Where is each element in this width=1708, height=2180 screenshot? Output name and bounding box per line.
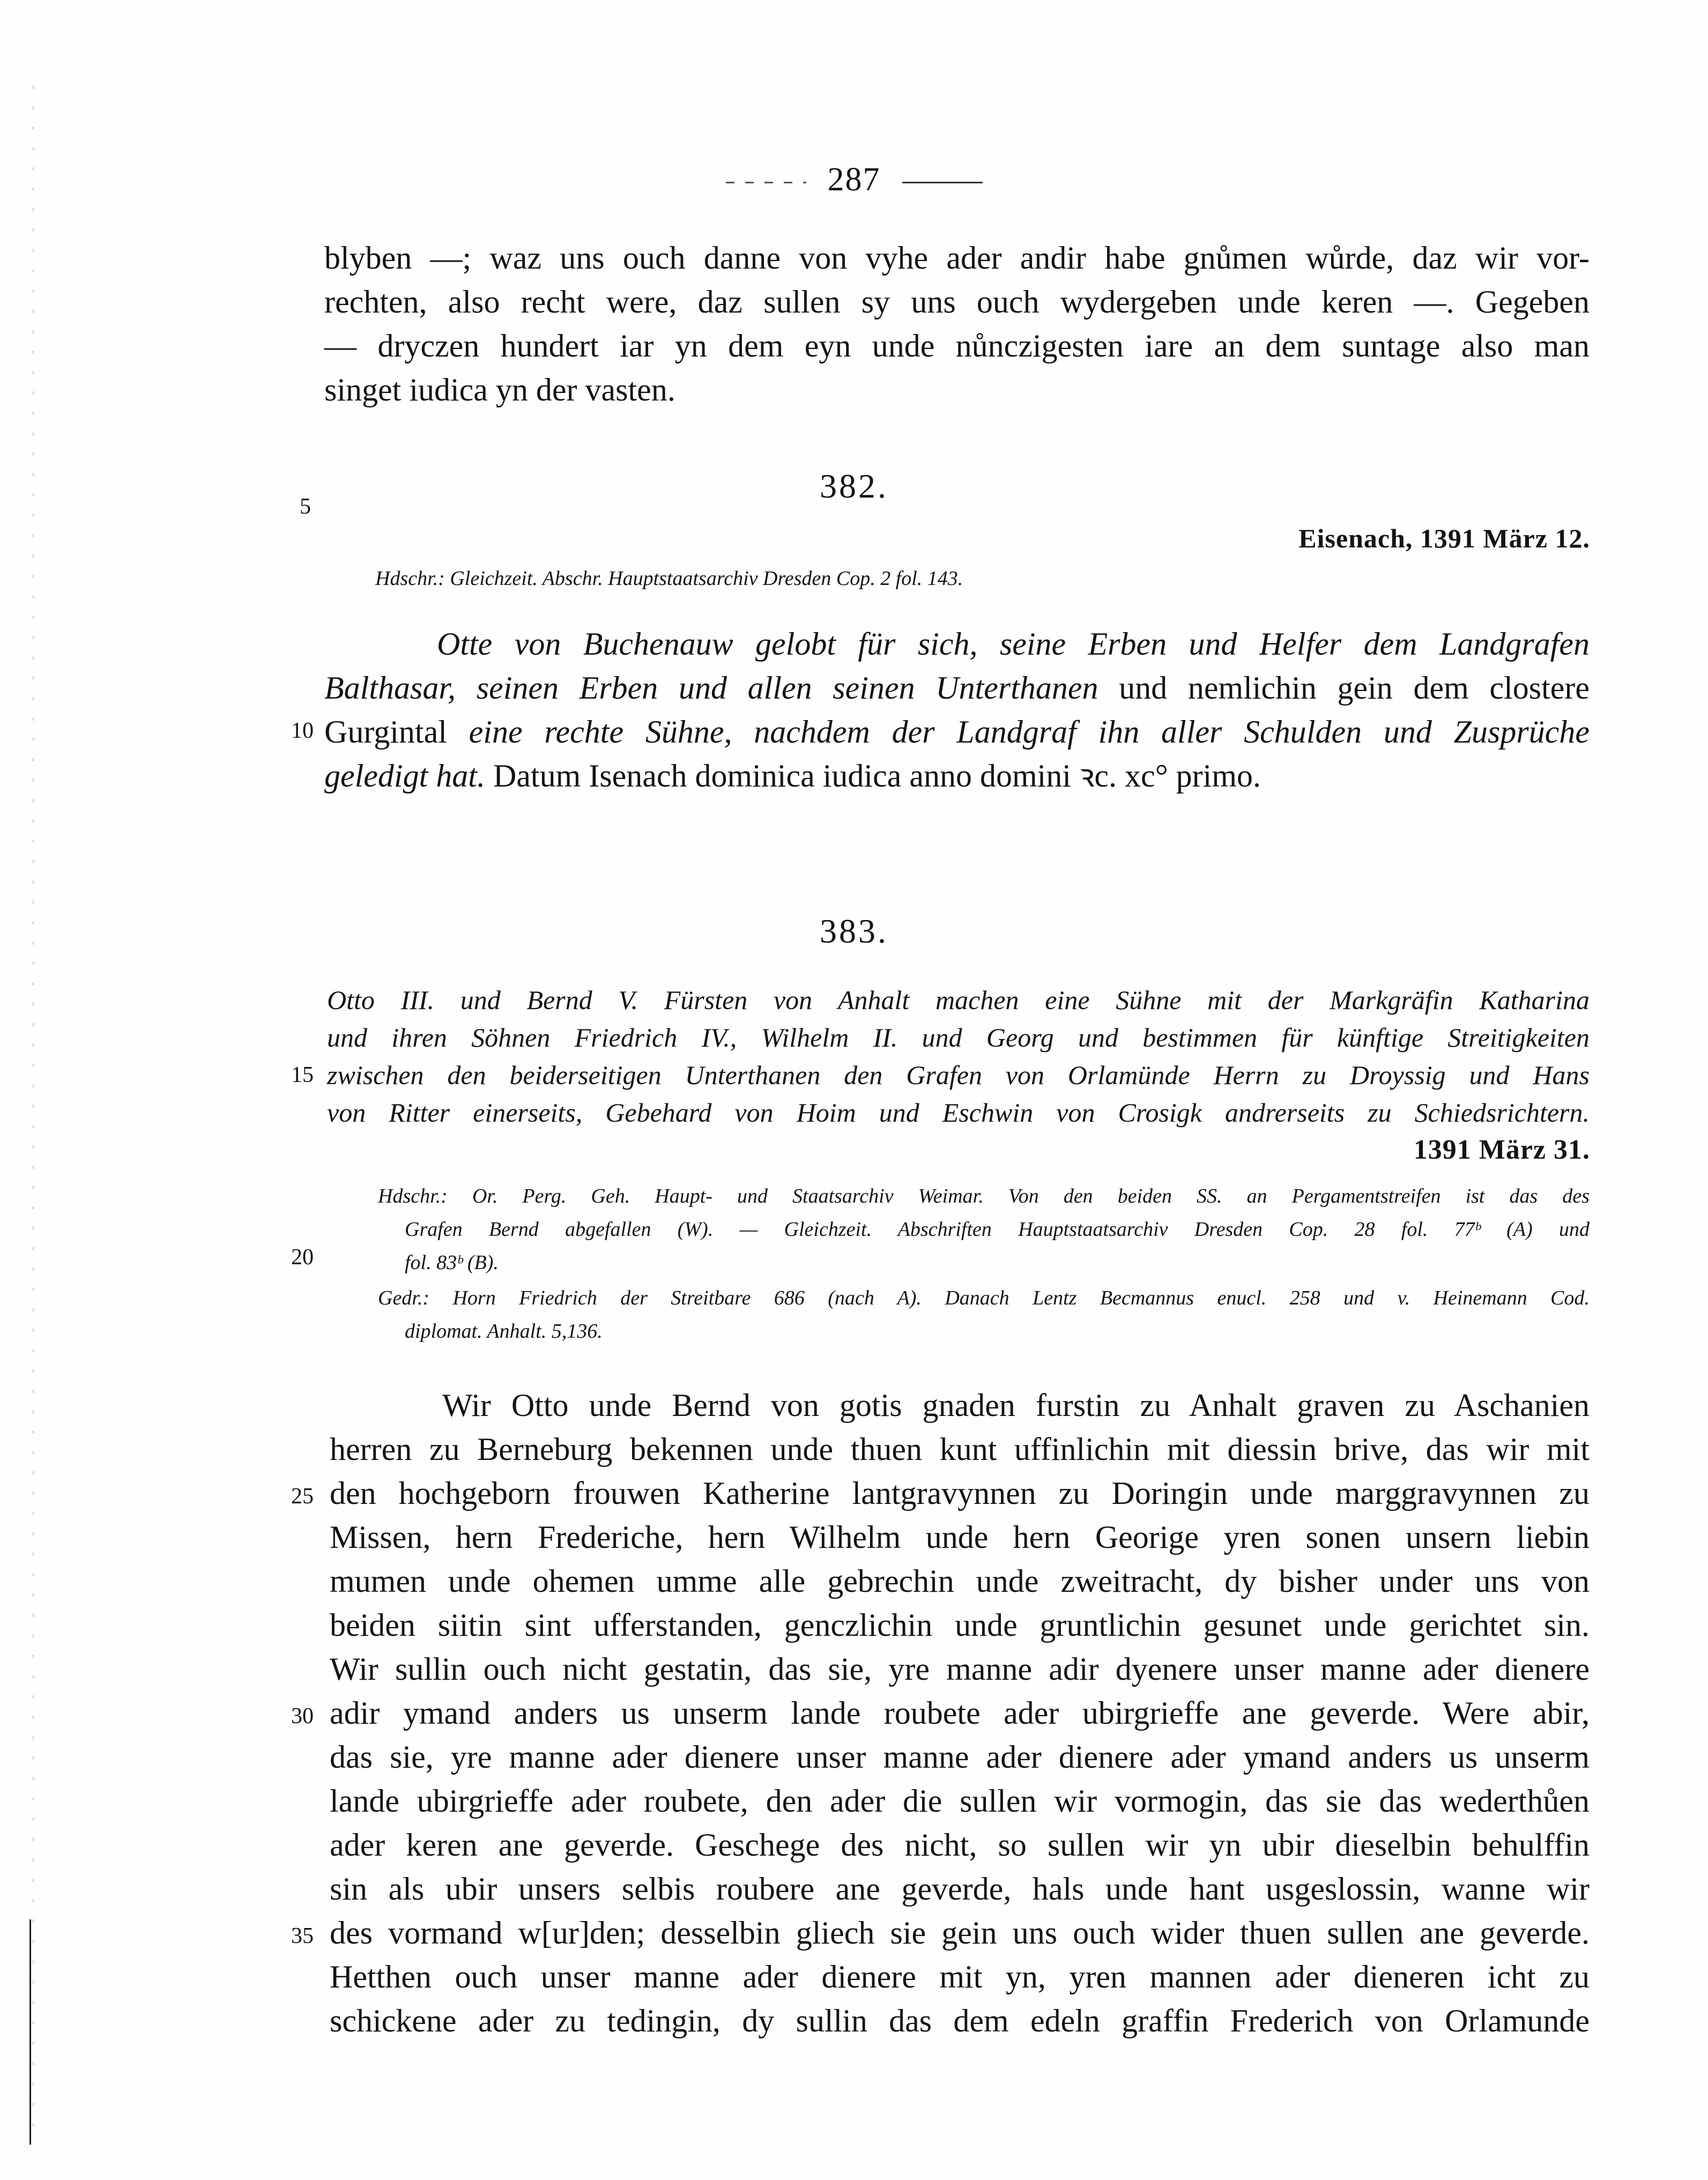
source-line: Gedr.: Horn Friedrich der Streitbare 686 (nach A). Danach Lentz Becmannus enucl. 258 und v. Heinemann Cod. [378,1287,1590,1309]
head-rule-right [902,182,983,183]
scan-edge-marks [32,86,34,2134]
text-line: Gurgintal eine rechte Sühne, nachdem der Landgraf ihn aller Schulden und Zusprüche [324,714,1590,750]
source-line: Hdschr.: Or. Perg. Geh. Haupt- und Staatsarchiv Weimar. Von den beiden SS. an Pergamentstreifen ist das des [378,1185,1590,1207]
page-number: 287 [827,161,881,198]
scan-edge-rule [29,1919,31,2145]
regest-line: zwischen den beiderseitigen Unterthanen den Grafen von Orlamünde Herrn zu Droyssig und Hans [327,1060,1590,1090]
line-number: 35 [291,1924,314,1948]
line-number: 15 [291,1063,314,1087]
line-number: 5 [300,494,311,519]
regest-line: Otto III. und Bernd V. Fürsten von Anhalt machen eine Sühne mit der Markgräfin Katharina [327,985,1590,1015]
text-line: geledigt hat. Datum Isenach dominica iudica anno domini ꝛc. xc° primo. [324,758,1261,794]
text-line: singet iudica yn der vasten. [324,372,675,407]
regest-line: und ihren Söhnen Friedrich IV., Wilhelm II. und Georg und bestimmen für künftige Streitigkeiten [327,1022,1590,1052]
text-line: ader keren ane geverde. Geschege des nicht, so sullen wir yn ubir dieselbin behulffin [330,1827,1590,1863]
head-rule-left [726,182,806,183]
document-number: 383. [820,912,888,950]
text-line: Missen, hern Frederiche, hern Wilhelm unde hern Georige yren sonen unsern liebin [330,1519,1590,1555]
line-number: 10 [291,718,314,743]
line-number: 30 [291,1704,314,1729]
text-line: — dryczen hundert iar yn dem eyn unde nůnczigesten iare an dem suntage also man [324,328,1590,364]
text-line: Otte von Buchenauw gelobt für sich, seine Erben und Helfer dem Landgrafen [437,626,1590,662]
document-number: 382. [820,467,888,505]
text-line: beiden siitin sint ufferstanden, genczlichin unde gruntlichin gesunet unde gerichtet sin. [330,1607,1590,1643]
text-line: rechten, also recht were, daz sullen sy uns ouch wydergeben unde keren —. Gegeben [324,284,1590,320]
text-line: blyben —; waz uns ouch danne von vyhe ader andir habe gnůmen wůrde, daz wir vor- [324,240,1590,276]
text-line: sin als ubir unsers selbis roubere ane geverde, hals unde hant usgeslossin, wanne wir [330,1871,1590,1907]
text-line: lande ubirgrieffe ader roubete, den ader die sullen wir vormogin, das sie das wederthůen [330,1783,1590,1819]
source-line: Grafen Bernd abgefallen (W). — Gleichzeit. Abschriften Hauptstaatsarchiv Dresden Cop. 28 fol. 77ᵇ (A) und [405,1218,1590,1241]
regest-line: von Ritter einerseits, Gebehard von Hoim und Eschwin von Crosigk andrerseits zu Schiedsrichtern. [327,1098,1590,1128]
text-line: herren zu Berneburg bekennen unde thuen kunt uffinlichin mit diessin brive, das wir mit [330,1432,1590,1467]
text-line: adir ymand anders us unserm lande roubete ader ubirgrieffe ane geverde. Were abir, [330,1695,1590,1731]
line-number: 20 [291,1245,314,1270]
text-line: schickene ader zu tedingin, dy sullin das dem edeln graffin Frederich von Orlamunde [330,2003,1590,2038]
document-date: 1391 März 31. [1413,1135,1590,1165]
source-line: diplomat. Anhalt. 5,136. [405,1320,603,1343]
place-date: Eisenach, 1391 März 12. [1298,523,1590,553]
text-line: Balthasar, seinen Erben und allen seinen Unterthanen und nemlichin gein dem clostere [324,670,1590,706]
manuscript-source: Hdschr.: Gleichzeit. Abschr. Hauptstaatsarchiv Dresden Cop. 2 fol. 143. [375,567,963,590]
text-line: Wir Otto unde Bernd von gotis gnaden furstin zu Anhalt graven zu Aschanien [442,1388,1590,1423]
text-line: des vormand w[ur]den; desselbin gliech sie gein uns ouch wider thuen sullen ane geverde. [330,1915,1590,1951]
text-line: mumen unde ohemen umme alle gebrechin unde zweitracht, dy bisher under uns von [330,1563,1590,1599]
text-line: den hochgeborn frouwen Katherine lantgravynnen zu Doringin unde marggravynnen zu [330,1475,1590,1511]
text-line: das sie, yre manne ader dienere unser manne ader dienere ader ymand anders us unserm [330,1739,1590,1775]
text-line: Hetthen ouch unser manne ader dienere mit yn, yren mannen ader dieneren icht zu [330,1959,1590,1994]
line-number: 25 [291,1484,314,1509]
source-line: fol. 83ᵇ (B). [405,1251,499,1274]
running-head [0,161,1708,199]
text-line: Wir sullin ouch nicht gestatin, das sie, yre manne adir dyenere unser manne ader dienere [330,1651,1590,1687]
